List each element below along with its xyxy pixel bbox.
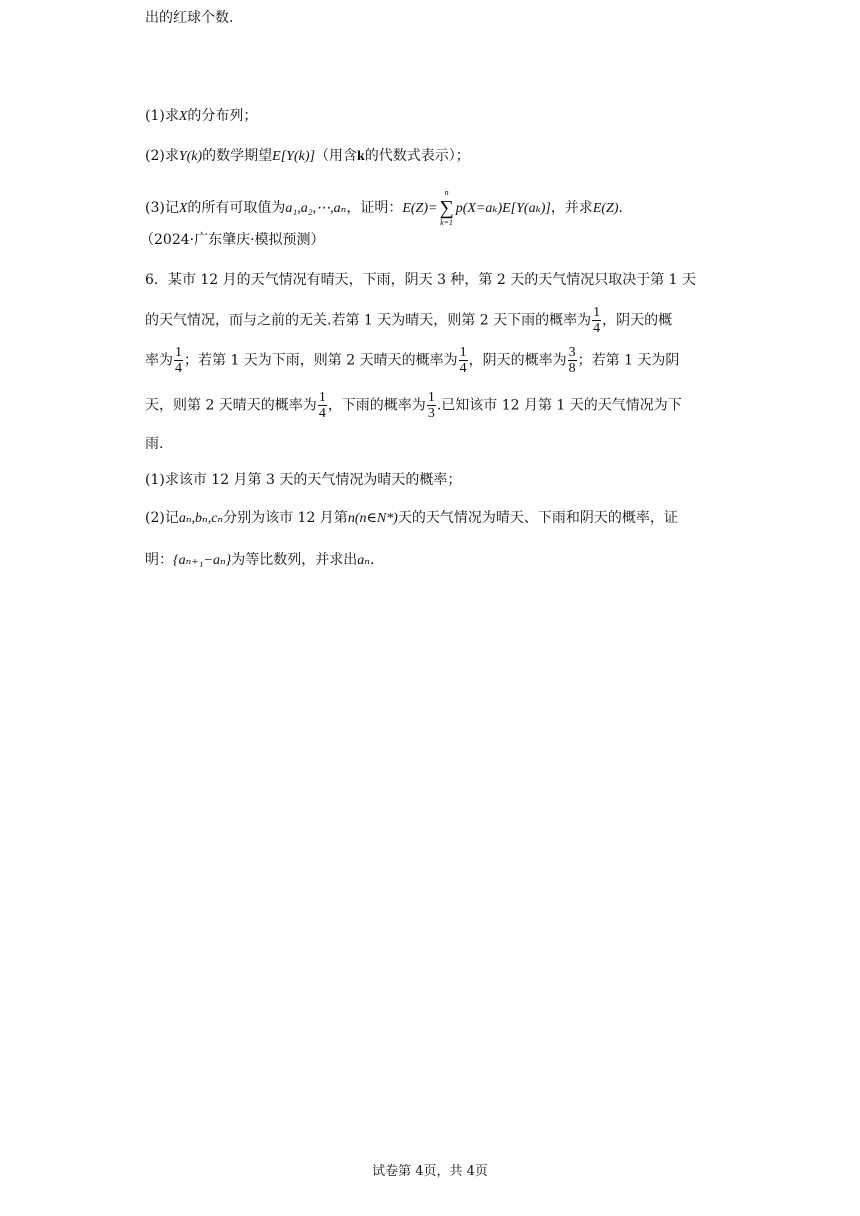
question-6-part-1 [145, 470, 461, 490]
numerator: 3 [568, 345, 576, 360]
question-6-line-5 [145, 434, 163, 454]
text: 天的天气情况为晴天、下雨和阴天的概率，证 [397, 510, 678, 526]
math: n(n∈N*) [347, 511, 398, 526]
question-6-line-3 [145, 345, 679, 376]
numerator: 1 [593, 305, 601, 320]
text: （用含 [314, 148, 357, 164]
question-6-line-2 [145, 305, 672, 336]
text: ，阴天的概 [602, 312, 673, 329]
math: a₁,a₂,⋯,aₙ [285, 201, 347, 216]
text: 率为 [145, 352, 173, 369]
summation [439, 188, 453, 228]
text: (2)记 [145, 510, 179, 526]
text: (3)记 [145, 200, 179, 216]
text: 出的红球个数. [145, 10, 234, 26]
math: X [178, 109, 188, 124]
question-5-part-2 [145, 146, 470, 167]
math: k [356, 149, 365, 164]
question-6-line-4 [145, 390, 682, 421]
question-6-part-2 [145, 508, 678, 529]
text: 分别为该市 12 月第 [223, 510, 348, 526]
math: p(X=aₖ)E[Y(aₖ)] [455, 201, 551, 216]
denominator: 4 [318, 406, 326, 421]
math: aₙ [357, 553, 370, 568]
numerator: 1 [175, 345, 182, 360]
fraction [174, 345, 183, 376]
text: （2024·广东肇庆·模拟预测） [140, 232, 325, 248]
sum-upper: n [444, 188, 449, 197]
source-tag [140, 230, 325, 250]
fraction [592, 305, 601, 336]
denominator: 3 [427, 406, 435, 421]
math: aₙ,bₙ,cₙ [178, 511, 224, 526]
fraction [459, 345, 468, 376]
fraction [318, 390, 327, 421]
text: 为等比数列，并求出 [231, 552, 358, 568]
denominator: 8 [568, 361, 576, 376]
numerator: 1 [427, 390, 435, 405]
text-line-1 [145, 8, 233, 28]
math: E[Y(k)] [272, 149, 315, 164]
question-6-part-2-cont [145, 550, 374, 571]
numerator: 1 [459, 345, 467, 360]
numerator: 1 [318, 390, 326, 405]
math: Y(k) [178, 149, 203, 164]
text: ，阴天的概率为 [468, 352, 567, 369]
denominator: 4 [593, 321, 601, 336]
math: {aₙ₊₁−aₙ} [173, 553, 232, 568]
text: ；若第 1 天为阴 [577, 352, 680, 369]
denominator: 4 [459, 361, 467, 376]
text: 的所有可取值为 [187, 200, 286, 216]
denominator: 4 [175, 361, 182, 376]
text: ，并求 [550, 200, 593, 216]
text: 的代数式表示）； [364, 148, 470, 164]
text: (2)求 [145, 148, 179, 164]
sigma-icon: ∑ [439, 197, 454, 219]
math: X [178, 201, 188, 216]
text: ，下雨的概率为 [327, 397, 426, 414]
text: . [618, 200, 623, 216]
fraction [427, 390, 436, 421]
text: 明： [145, 552, 173, 568]
text: 6．某市 12 月的天气情况有晴天，下雨，阴天 3 种，第 2 天的天气情况只取决于第 1 天 [145, 272, 697, 288]
math: E(Z)= [402, 201, 438, 216]
text: 的分布列； [187, 108, 258, 124]
text: 的数学期望 [202, 148, 273, 164]
question-5-part-3 [145, 188, 623, 228]
text: 雨. [145, 436, 164, 452]
page-footer: 试卷第 4页，共 4页 [372, 1164, 488, 1179]
text: 天，则第 2 天晴天的概率为 [145, 397, 317, 414]
text: ，证明： [346, 200, 403, 216]
text: .已知该市 12 月第 1 天的天气情况为下 [436, 397, 682, 414]
fraction [568, 345, 577, 376]
question-5-part-1 [145, 106, 257, 127]
text: 的天气情况，而与之前的无关.若第 1 天为晴天，则第 2 天下雨的概率为 [145, 312, 592, 329]
math: E(Z) [592, 201, 619, 216]
text: (1)求该市 12 月第 3 天的天气情况为晴天的概率； [145, 472, 462, 488]
sum-lower: k=1 [440, 218, 454, 227]
question-6-line-1 [145, 270, 696, 290]
text: . [369, 552, 375, 568]
text: (1)求 [145, 108, 179, 124]
text: ；若第 1 天为下雨，则第 2 天晴天的概率为 [184, 352, 458, 369]
